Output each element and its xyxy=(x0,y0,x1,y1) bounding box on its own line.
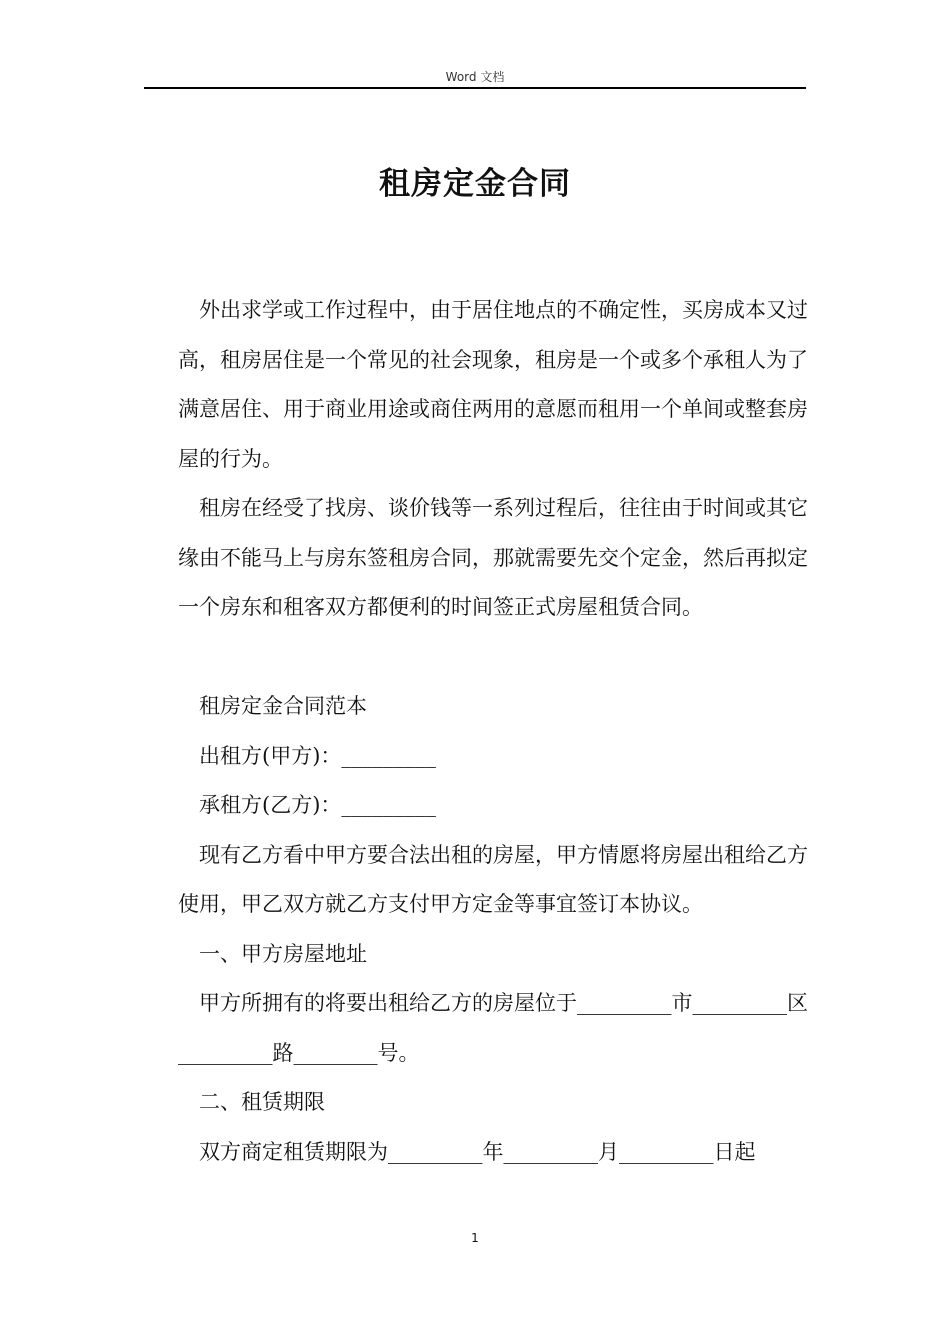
party-a-line: 出租方(甲方)：_________ xyxy=(199,743,436,768)
intro-paragraph-1: 外出求学或工作过程中，由于居住地点的不确定性，买房成本又过高，租房居住是一个常见的社会现象，租房是一个或多个承租人为了满意居住、用于商业用途或商住两用的意愿而租用一个单间或整套房屋的行为。 xyxy=(178,298,808,471)
intro-paragraph-2: 租房在经受了找房、谈价钱等一系列过程后，往往由于时间或其它缘由不能马上与房东签租房合同，那就需要先交个定金，然后再拟定一个房东和租客双方都便利的时间签正式房屋租赁合同。 xyxy=(178,496,808,619)
template-heading: 租房定金合同范本 xyxy=(199,694,367,718)
section-1-paragraph: 甲方所拥有的将要出租给乙方的房屋位于_________市_________区_________路________号。 xyxy=(178,991,808,1065)
header-divider xyxy=(144,87,806,89)
document-body xyxy=(178,286,808,1177)
page-number: 1 xyxy=(471,1231,479,1245)
page-header-label: Word 文档 xyxy=(445,70,505,84)
paragraph-spacer xyxy=(178,633,808,683)
agreement-paragraph: 现有乙方看中甲方要合法出租的房屋，甲方情愿将房屋出租给乙方使用，甲乙双方就乙方支付甲方定金等事宜签订本协议。 xyxy=(178,842,808,916)
document-title: 租房定金合同 xyxy=(379,166,571,202)
section-2-heading: 二、租赁期限 xyxy=(199,1090,325,1114)
section-1-heading: 一、甲方房屋地址 xyxy=(199,941,367,966)
section-2-paragraph: 双方商定租赁期限为_________年_________月_________日起 xyxy=(199,1139,756,1164)
party-b-line: 承租方(乙方)：_________ xyxy=(199,793,436,817)
